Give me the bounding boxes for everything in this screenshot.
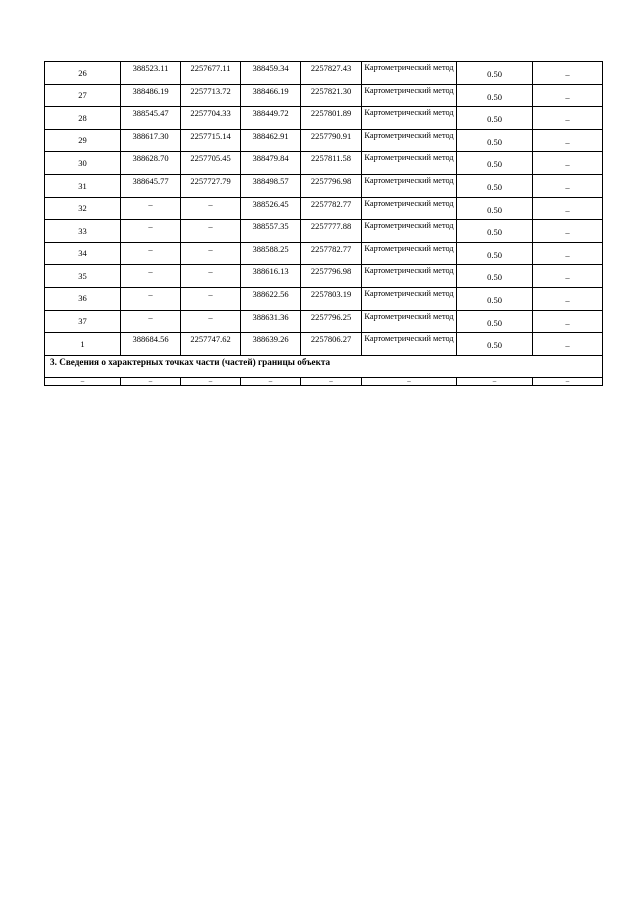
description-cell: – <box>533 174 603 197</box>
method-cell: Картометрический метод <box>362 310 457 333</box>
section-3-cell: – <box>457 377 533 385</box>
section-3-row <box>45 377 603 385</box>
description-cell: – <box>533 220 603 243</box>
y-updated-cell: 2257821.30 <box>301 84 362 107</box>
section-3-header-row <box>45 355 603 377</box>
description-cell: – <box>533 310 603 333</box>
description-cell: – <box>533 265 603 288</box>
description-cell: – <box>533 152 603 175</box>
y-existing-cell: – <box>181 197 241 220</box>
accuracy-cell: 0.50 <box>457 310 533 333</box>
x-updated-cell: 388479.84 <box>241 152 301 175</box>
y-updated-cell: 2257796.98 <box>301 265 362 288</box>
method-cell: Картометрический метод <box>362 197 457 220</box>
point-number-cell: 26 <box>45 62 121 85</box>
x-existing-cell: – <box>121 220 181 243</box>
point-number-cell: 27 <box>45 84 121 107</box>
accuracy-cell: 0.50 <box>457 197 533 220</box>
description-cell: – <box>533 287 603 310</box>
x-updated-cell: 388526.45 <box>241 197 301 220</box>
y-updated-cell: 2257796.25 <box>301 310 362 333</box>
section-3-cell: – <box>241 377 301 385</box>
x-existing-cell: 388628.70 <box>121 152 181 175</box>
y-updated-cell: 2257796.98 <box>301 174 362 197</box>
section-3-cell: – <box>121 377 181 385</box>
y-existing-cell: 2257704.33 <box>181 107 241 130</box>
table-row <box>45 265 603 288</box>
y-existing-cell: 2257747.62 <box>181 333 241 356</box>
description-cell: – <box>533 62 603 85</box>
x-existing-cell: – <box>121 242 181 265</box>
y-existing-cell: – <box>181 242 241 265</box>
y-existing-cell: 2257713.72 <box>181 84 241 107</box>
table-row <box>45 174 603 197</box>
x-updated-cell: 388631.36 <box>241 310 301 333</box>
accuracy-cell: 0.50 <box>457 107 533 130</box>
accuracy-cell: 0.50 <box>457 129 533 152</box>
table-row <box>45 333 603 356</box>
section-3-cell: – <box>533 377 603 385</box>
method-cell: Картометрический метод <box>362 129 457 152</box>
y-existing-cell: – <box>181 265 241 288</box>
description-cell: – <box>533 197 603 220</box>
y-updated-cell: 2257790.91 <box>301 129 362 152</box>
x-existing-cell: 388545.47 <box>121 107 181 130</box>
section-3-cell: – <box>181 377 241 385</box>
point-number-cell: 28 <box>45 107 121 130</box>
section-3-cell: – <box>301 377 362 385</box>
point-number-cell: 1 <box>45 333 121 356</box>
section-3-cell: – <box>362 377 457 385</box>
table-row <box>45 107 603 130</box>
method-cell: Картометрический метод <box>362 107 457 130</box>
x-existing-cell: 388617.30 <box>121 129 181 152</box>
table-row <box>45 310 603 333</box>
method-cell: Картометрический метод <box>362 242 457 265</box>
point-number-cell: 36 <box>45 287 121 310</box>
section-3-title: 3. Сведения о характерных точках части (частей) границы объекта <box>45 355 603 377</box>
x-updated-cell: 388588.25 <box>241 242 301 265</box>
x-updated-cell: 388462.91 <box>241 129 301 152</box>
y-updated-cell: 2257782.77 <box>301 242 362 265</box>
point-number-cell: 29 <box>45 129 121 152</box>
accuracy-cell: 0.50 <box>457 152 533 175</box>
x-existing-cell: – <box>121 265 181 288</box>
table-row <box>45 242 603 265</box>
point-number-cell: 33 <box>45 220 121 243</box>
accuracy-cell: 0.50 <box>457 174 533 197</box>
method-cell: Картометрический метод <box>362 84 457 107</box>
x-updated-cell: 388449.72 <box>241 107 301 130</box>
boundary-points-table <box>44 61 603 386</box>
method-cell: Картометрический метод <box>362 333 457 356</box>
accuracy-cell: 0.50 <box>457 242 533 265</box>
x-updated-cell: 388622.56 <box>241 287 301 310</box>
description-cell: – <box>533 129 603 152</box>
table-row <box>45 84 603 107</box>
accuracy-cell: 0.50 <box>457 265 533 288</box>
y-existing-cell: 2257727.79 <box>181 174 241 197</box>
accuracy-cell: 0.50 <box>457 333 533 356</box>
y-updated-cell: 2257811.58 <box>301 152 362 175</box>
point-number-cell: 37 <box>45 310 121 333</box>
x-existing-cell: 388645.77 <box>121 174 181 197</box>
y-existing-cell: 2257705.45 <box>181 152 241 175</box>
point-number-cell: 35 <box>45 265 121 288</box>
y-existing-cell: – <box>181 220 241 243</box>
document-page <box>44 61 602 386</box>
point-number-cell: 30 <box>45 152 121 175</box>
method-cell: Картометрический метод <box>362 174 457 197</box>
table-row <box>45 152 603 175</box>
method-cell: Картометрический метод <box>362 287 457 310</box>
table-row <box>45 62 603 85</box>
x-updated-cell: 388616.13 <box>241 265 301 288</box>
y-existing-cell: – <box>181 287 241 310</box>
y-updated-cell: 2257782.77 <box>301 197 362 220</box>
description-cell: – <box>533 333 603 356</box>
x-updated-cell: 388498.57 <box>241 174 301 197</box>
x-existing-cell: – <box>121 310 181 333</box>
accuracy-cell: 0.50 <box>457 62 533 85</box>
y-updated-cell: 2257777.88 <box>301 220 362 243</box>
table-body <box>45 62 603 356</box>
x-existing-cell: 388684.56 <box>121 333 181 356</box>
description-cell: – <box>533 242 603 265</box>
y-existing-cell: – <box>181 310 241 333</box>
point-number-cell: 34 <box>45 242 121 265</box>
y-updated-cell: 2257827.43 <box>301 62 362 85</box>
x-existing-cell: – <box>121 197 181 220</box>
table-row <box>45 287 603 310</box>
table-row <box>45 197 603 220</box>
accuracy-cell: 0.50 <box>457 287 533 310</box>
method-cell: Картометрический метод <box>362 265 457 288</box>
point-number-cell: 32 <box>45 197 121 220</box>
y-updated-cell: 2257801.89 <box>301 107 362 130</box>
table-row <box>45 220 603 243</box>
description-cell: – <box>533 107 603 130</box>
y-updated-cell: 2257806.27 <box>301 333 362 356</box>
section-3-cell: – <box>45 377 121 385</box>
x-existing-cell: – <box>121 287 181 310</box>
accuracy-cell: 0.50 <box>457 220 533 243</box>
point-number-cell: 31 <box>45 174 121 197</box>
table-row <box>45 129 603 152</box>
y-existing-cell: 2257677.11 <box>181 62 241 85</box>
y-updated-cell: 2257803.19 <box>301 287 362 310</box>
accuracy-cell: 0.50 <box>457 84 533 107</box>
method-cell: Картометрический метод <box>362 220 457 243</box>
x-updated-cell: 388466.19 <box>241 84 301 107</box>
description-cell: – <box>533 84 603 107</box>
x-updated-cell: 388459.34 <box>241 62 301 85</box>
method-cell: Картометрический метод <box>362 152 457 175</box>
x-updated-cell: 388557.35 <box>241 220 301 243</box>
y-existing-cell: 2257715.14 <box>181 129 241 152</box>
x-existing-cell: 388486.19 <box>121 84 181 107</box>
method-cell: Картометрический метод <box>362 62 457 85</box>
x-updated-cell: 388639.26 <box>241 333 301 356</box>
x-existing-cell: 388523.11 <box>121 62 181 85</box>
